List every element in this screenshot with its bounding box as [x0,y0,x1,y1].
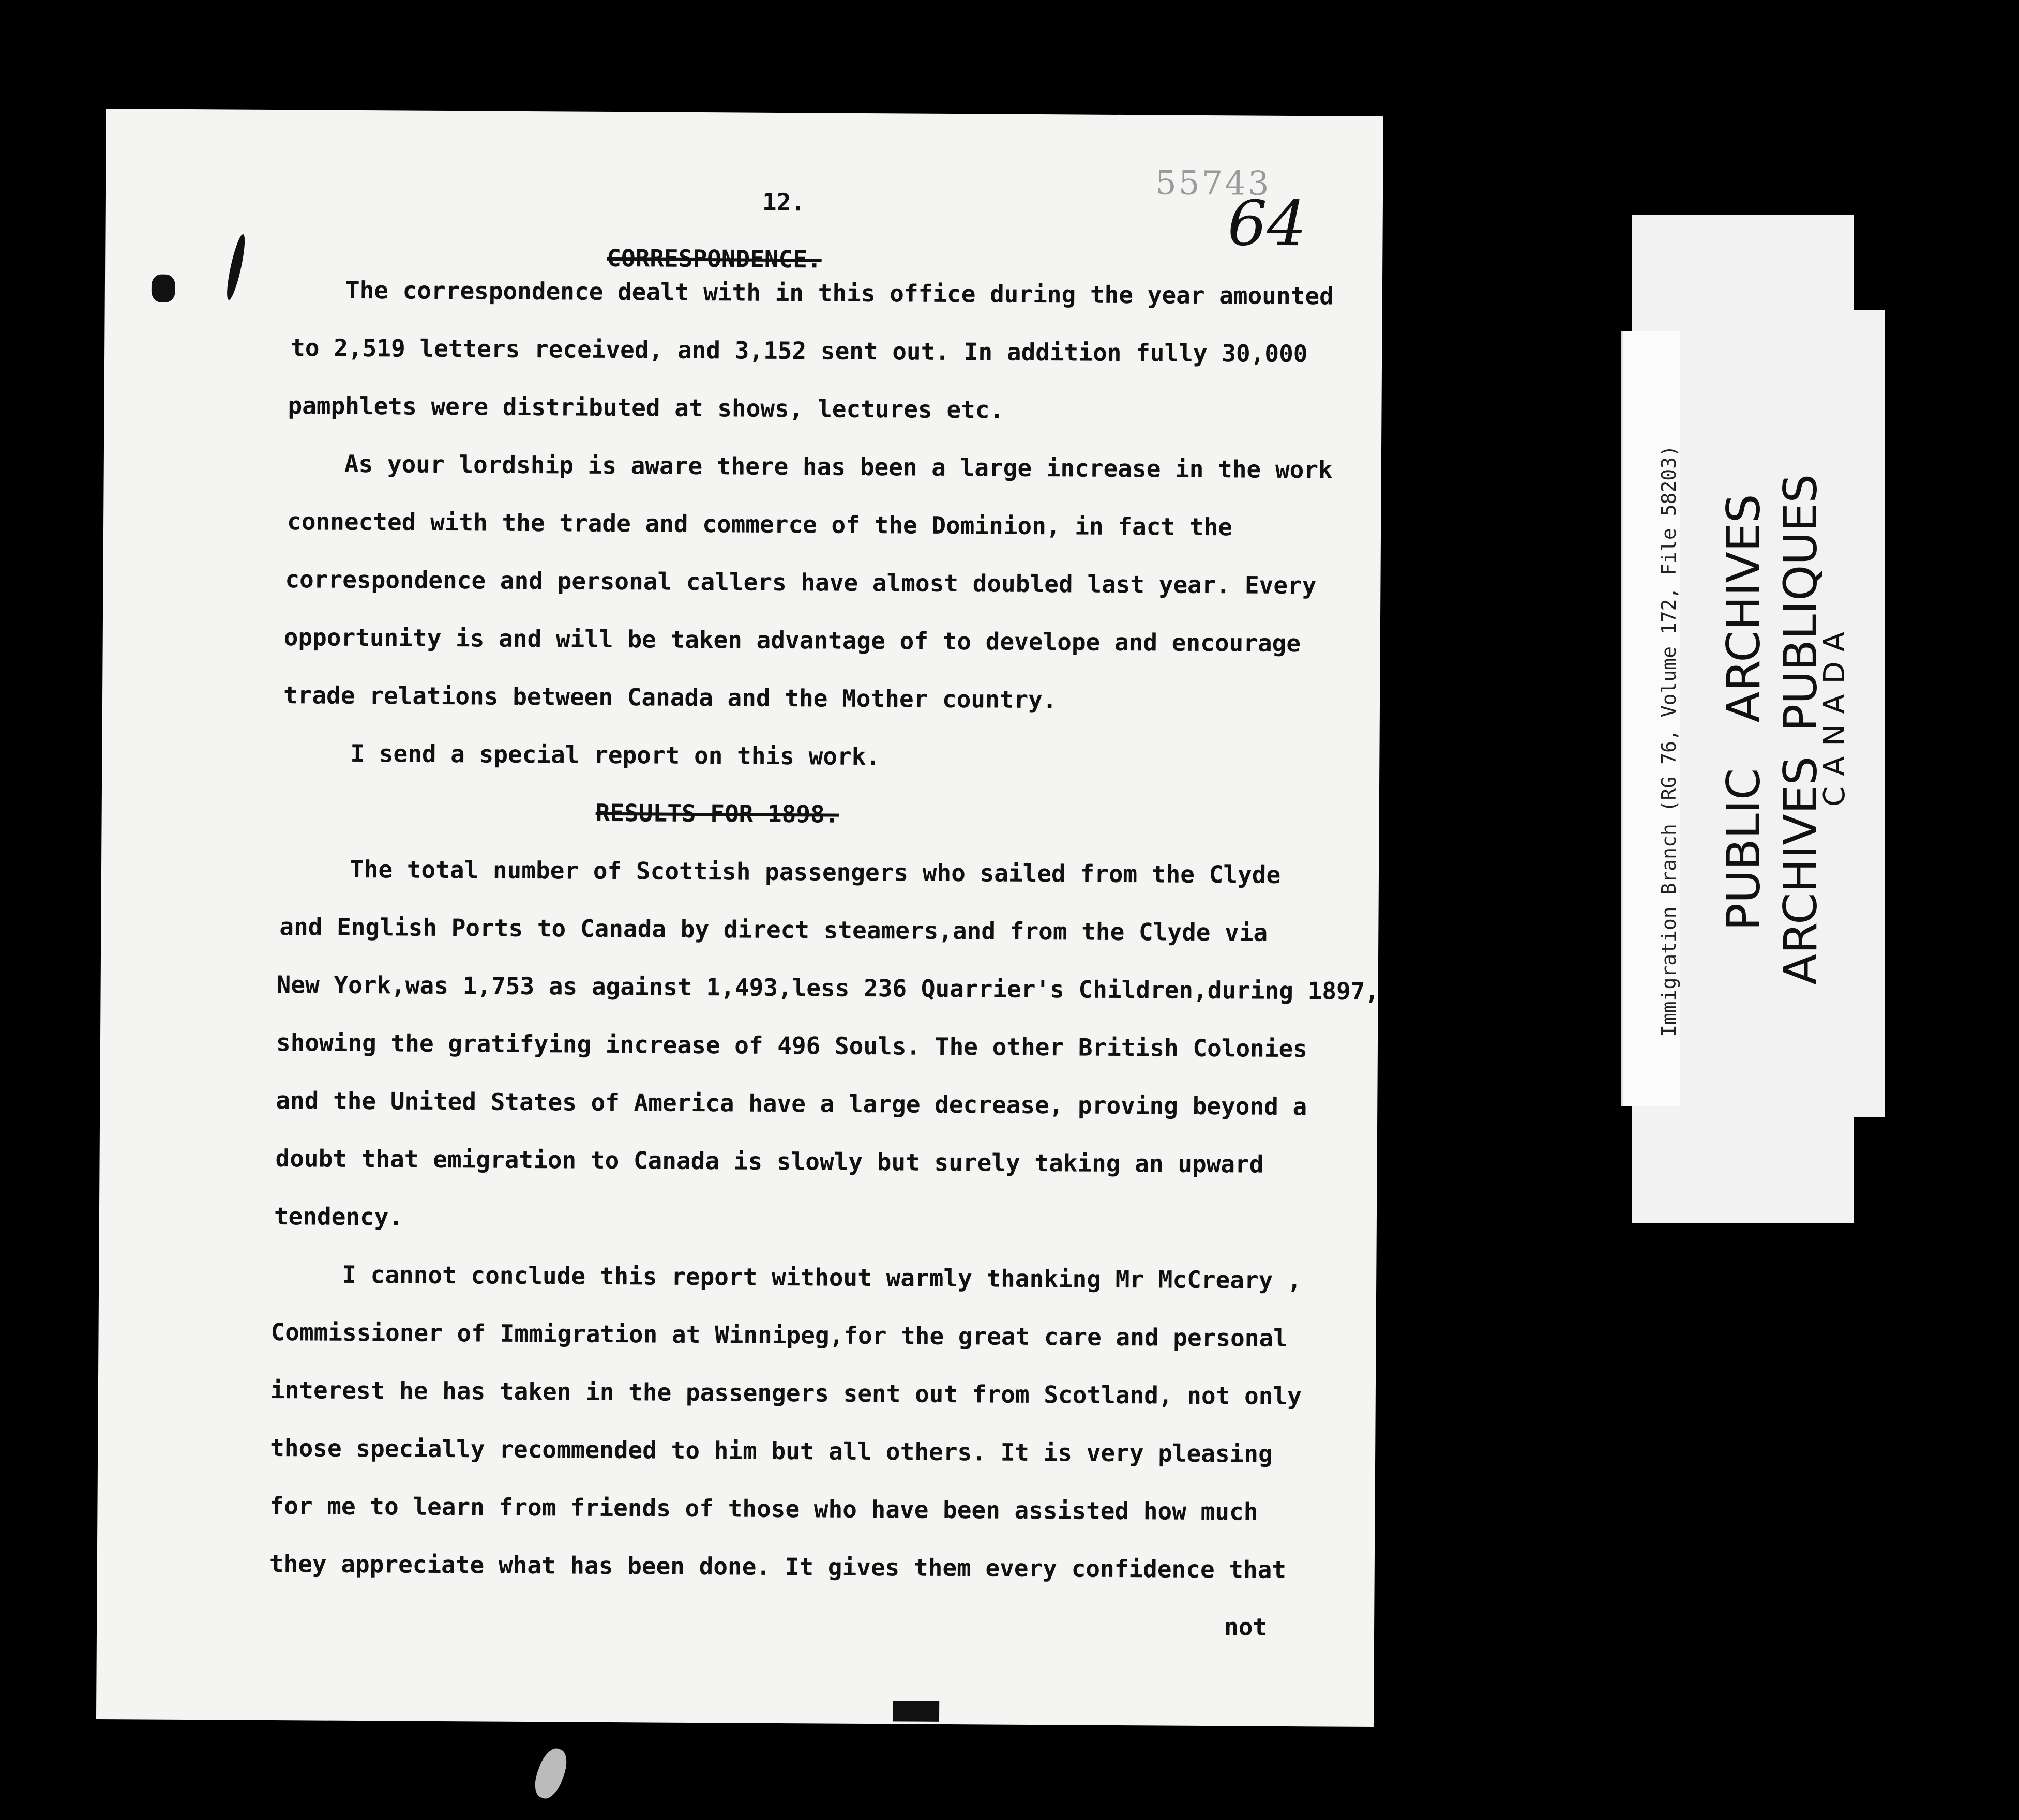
label-archives-publiques: ARCHIVES PUBLIQUES [1774,474,1827,985]
ink-blot [152,275,175,302]
text-line: tendency. [274,1202,403,1231]
heading-results: RESULTS FOR 1898. [595,798,839,828]
text-line: The total number of Scottish passengers who sailed from the Clyde [349,855,1281,889]
text-line: pamphlets were distributed at shows, lectures etc. [288,391,1004,424]
text-line: doubt that emigration to Canada is slowly but surely taking an upward [275,1144,1264,1178]
text-line: Commissioner of Immigration at Winnipeg,for the great care and personal [270,1317,1288,1353]
text-line: New York,was 1,753 as against 1,493,less 236 Quarrier's Children,during 1897, [276,970,1380,1006]
heading-correspondence: CORRESPONDENCE. [607,244,822,274]
page-number: 12. [762,188,806,217]
text-line: I send a special report on this work. [350,739,881,771]
debris-mark [530,1745,571,1802]
text-line: The correspondence dealt with in this office during the year amounted [345,276,1334,310]
text-line: opportunity is and will be taken advantage of to develope and encourage [283,623,1301,658]
text-line: trade relations between Canada and the Mother country. [283,681,1057,714]
text-line: for me to learn from friends of those who have been assisted how much [269,1491,1258,1526]
text-line: I cannot conclude this report without warmly thanking Mr McCreary , [342,1260,1302,1295]
archive-reference: Immigration Branch (RG 76, Volume 172, File 58203) [1658,445,1680,1037]
text-line: correspondence and personal callers have almost doubled last year. Every [285,565,1317,600]
text-line: As your lordship is aware there has been a large increase in the work [344,449,1333,484]
text-line: those specially recommended to him but all others. It is very pleasing [270,1433,1273,1468]
text-line: connected with the trade and commerce of the Dominion, in fact the [287,507,1233,541]
text-line: showing the gratifying increase of 496 Souls. The other British Colonies [276,1028,1308,1063]
folio-number: 64 [1227,188,1307,261]
page-tab [893,1701,939,1722]
text-line: and English Ports to Canada by direct steamers,and from the Clyde via [279,913,1268,947]
text-line: to 2,519 letters received, and 3,152 sent out. In addition fully 30,000 [291,333,1308,368]
archive-stamp-number: 55743 [1155,164,1271,203]
label-canada: CANADA [1818,621,1851,807]
document-page [96,109,1383,1727]
text-line: interest he has taken in the passengers sent out from Scotland, not only [270,1375,1302,1410]
archive-label-edge [1854,310,1885,1117]
ink-stroke [223,233,248,301]
catchword: not [1224,1613,1268,1641]
text-line: and the United States of America have a large decrease, proving beyond a [276,1086,1307,1121]
label-public-archives: PUBLIC ARCHIVES [1717,494,1770,931]
text-line: they appreciate what has been done. It gives them every confidence that [269,1549,1287,1584]
